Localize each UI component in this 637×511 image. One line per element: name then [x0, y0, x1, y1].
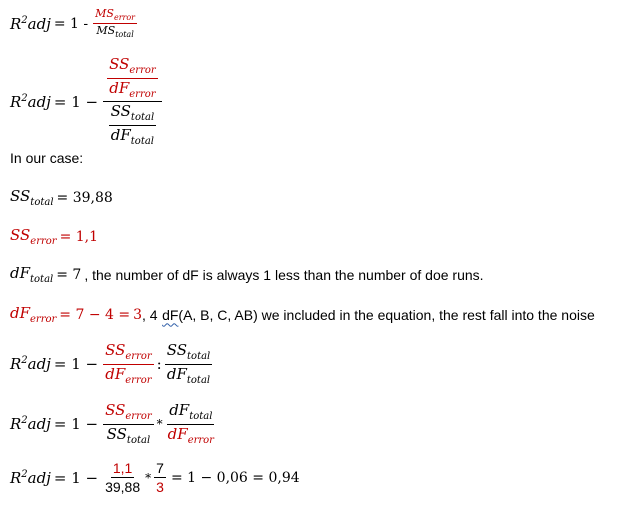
- formula-numeric-result: $R^2adj$ = 1 − $\frac{1,1}{39,88}$ * $\frac{7}{3}$ = 1 − 0,06 = 0,94: [10, 460, 300, 496]
- r2adj-symbol: $R^2adj$: [10, 92, 51, 111]
- compound-fraction: [103, 56, 162, 147]
- formula-division: $R^2adj$ = 1 − $\frac{SS_{error}}{dF_{error}}$ : $\frac{SS_{total}}{dF_{total}}$: [10, 341, 211, 386]
- df-error-line: $dF_{error}$ = 7 − 4 = 3 , 4 dF (A, B, C, AB) we included in the equation, the rest fall into the noise: [10, 304, 595, 325]
- r2adj-symbol: $R^2adj$: [10, 14, 51, 33]
- fraction-ss-error-df-error: $\frac{SS_{error}}{dF_{error}}$: [109, 55, 156, 100]
- df-total-line: $dF_{total}$ = 7 , the number of dF is always 1 less than the number of doe runs.: [10, 264, 484, 285]
- equals-one-minus: = 1 −: [53, 92, 99, 111]
- formula-r2adj-ms: [10, 8, 139, 39]
- ss-total-line: $SS_{total}$ = 39,88: [10, 187, 113, 208]
- fraction-ms: $\frac{MS_{error}}{MS_{total}}$: [95, 7, 135, 40]
- fraction-ss-total-df-total: $\frac{SS_{total}}{dF_{total}}$: [110, 102, 155, 147]
- formula-r2adj-ss-df: [10, 56, 164, 147]
- in-our-case-label: In our case:: [10, 150, 84, 166]
- ss-error-line: $SS_{error}$ = 1,1: [10, 226, 99, 247]
- equals-one-minus: = 1 -: [53, 15, 89, 32]
- formula-multiplication: $R^2adj$ = 1 − $\frac{SS_{error}}{SS_{total}}$ * $\frac{dF_{total}}{dF_{error}}$: [10, 401, 214, 446]
